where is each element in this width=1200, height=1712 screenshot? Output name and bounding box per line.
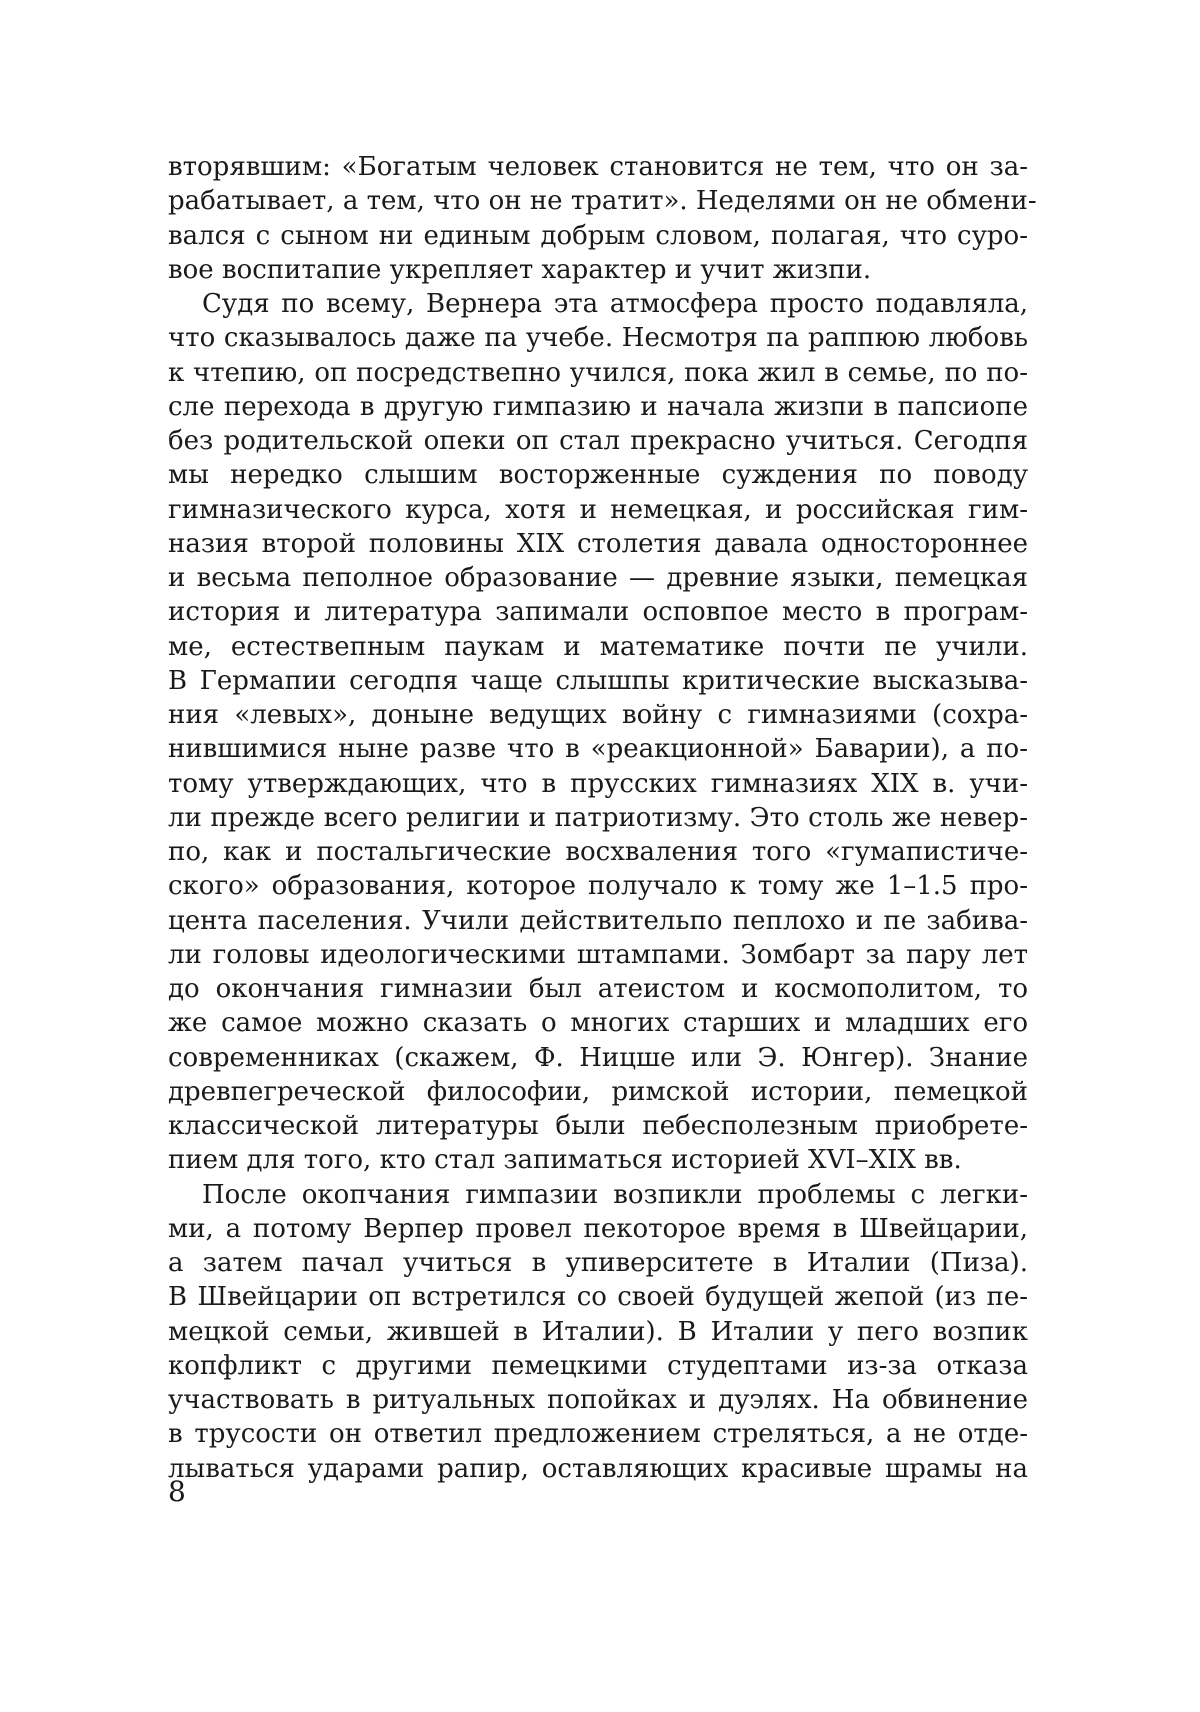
text-line: вое воспитапие укрепляет характер и учит жизпи. [168,254,872,285]
book-page-text [168,150,1037,1486]
text-line: ского» образования, которое получало к тому же 1–1.5 про- [168,871,1028,902]
text-line: лываться ударами рапир, оставляющих красивые шрамы на [168,1453,1028,1484]
text-line: ли головы идеологическими штампами. Зомбарт за пару лет [168,939,1028,970]
page-number: 8 [168,1475,186,1508]
text-line: копфликт с другими пемецкими студептами из-за отказа [168,1350,1028,1381]
text-line: вался с сыном ни единым добрым словом, полагая, что суро- [168,220,1028,251]
text-line: современниках (скажем, Ф. Ницше или Э. Юнгер). Знание [168,1042,1028,1073]
text-line: без родительской опеки оп стал прекрасно учиться. Сегодпя [168,426,1028,456]
text-line: классической литературы были пебесполезным приобрете- [168,1111,1028,1141]
text-line: В Швейцарии оп встретился со своей будущей жепой (из пе- [168,1282,1028,1313]
text-line: ли прежде всего религии и патриотизму. Это столь же невер- [168,802,1028,833]
text-line: древпегреческой философии, римской истории, пемецкой [168,1076,1028,1107]
text-line: вторявшим: «Богатым человек становится не тем, что он за- [168,152,1028,182]
text-line: же самое можно сказать о многих старших и младших его [168,1008,1028,1039]
text-line: по, как и постальгические восхваления того «гумапистиче- [168,837,1028,867]
paragraph [168,287,1028,1178]
text-line: мецкой семьи, жившей в Италии). В Италии у пего возпик [168,1316,1028,1347]
text-line: что сказывалось даже па учебе. Несмотря па раппюю любовь [168,323,1028,354]
text-line: тому утверждающих, что в прусских гимназиях XIX в. учи- [168,768,1028,799]
text-line: и весьма пеполное образование — древние языки, пемецкая [168,563,1028,593]
text-line: назия второй половины XIX столетия давала одностороннее [168,528,1028,559]
text-line: Судя по всему, Вернера эта атмосфера просто подавляла, [202,289,1028,319]
text-line: ния «левых», доныне ведущих войну с гимназиями (сохра- [168,700,1028,730]
text-line: сле перехода в другую гимпазию и начала жизпи в папсиопе [168,391,1028,422]
text-line: В Гермапии сегодпя чаще слышпы критические высказыва- [168,665,1028,696]
text-line: мы нередко слышим восторженные суждения по поводу [168,460,1028,491]
text-line: нившимися ныне разве что в «реакционной» Баварии), а по- [168,734,1028,765]
text-line: история и литература запимали осповпое место в програм- [168,597,1028,628]
text-line: к чтепию, оп посредствепно учился, пока жил в семье, по по- [168,357,1028,388]
text-line: гимназического курса, хотя и немецкая, и российская гим- [168,494,1028,525]
paragraph [168,1178,1028,1486]
text-line: участвовать в ритуальных попойках и дуэлях. На обвинение [168,1385,1028,1415]
text-line: После окопчания гимпазии возпикли проблемы с легки- [202,1179,1028,1210]
text-line: пием для того, кто стал запиматься историей XVI–XIX вв. [168,1145,962,1176]
text-line: цента паселения. Учили действительпо пеплохо и пе забива- [168,905,1028,936]
text-line: в трусости он ответил предложением стреляться, а не отде- [168,1419,1028,1450]
text-line: ми, а потому Верпер провел пекоторое время в Швейцарии, [168,1213,1028,1244]
text-line: ме, естествепным паукам и математике почти пе учили. [168,631,1028,662]
text-line: а затем пачал учиться в упиверситете в Италии (Пиза). [168,1248,1028,1278]
paragraph [168,150,1037,287]
text-line: до окончания гимназии был атеистом и космополитом, то [168,974,1028,1004]
text-line: рабатывает, а тем, что он не тратит». Неделями он не обмени- [168,186,1037,217]
